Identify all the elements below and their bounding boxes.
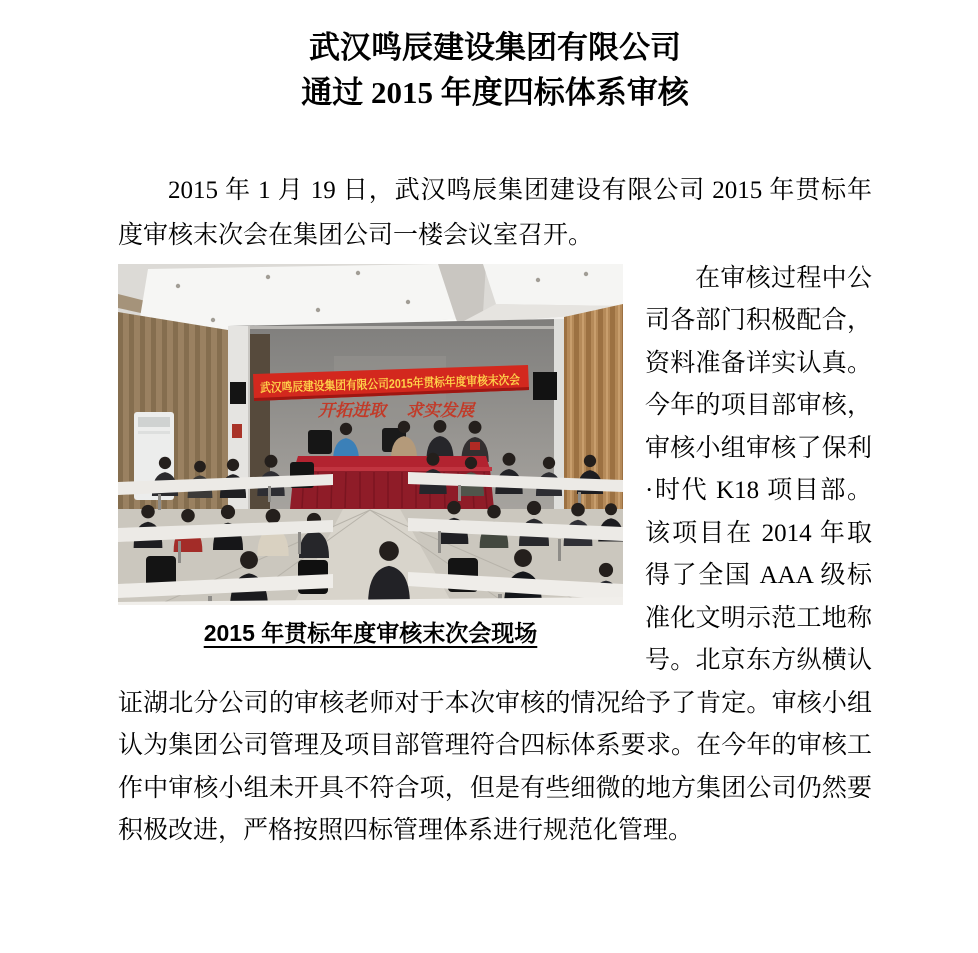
- paragraph-1: 2015 年 1 月 19 日，武汉鸣辰集团建设有限公司 2015 年贯标年度审核末次会在集团公司一楼会议室召开。: [118, 176, 872, 249]
- wall-slogan-left: 开拓进取: [318, 400, 386, 420]
- fire-sign: [232, 424, 242, 438]
- document: [118, 0, 872, 853]
- banner-text: 武汉鸣辰建设集团有限公司2015年贯标年度审核末次会: [259, 371, 564, 395]
- wall-slogan-right: 求实发展: [406, 400, 474, 420]
- speaker-right: [533, 372, 557, 400]
- photo-caption: 2015 年贯标年度审核末次会现场: [203, 619, 538, 646]
- document-title: [118, 26, 872, 116]
- meeting-photo: [118, 264, 623, 605]
- paragraph-2: 在审核过程中公司各部门积极配合，资料准备详实认真。今年的项目部审核，审核小组审核了保利·时代 K18 项目部。该项目在 2014 年取得了全国 AAA 级标准化文明示范工地称号。北京东方纵横认证湖北分公司的审核老师对于本次审核的情况给予了肯定。审核小组认为集团公司管理及项目部管理符合四标体系要求。在今年的审核工作中审核小组未开具不符合项，但是有些细微的地方集团公司仍然要积极改进，严格按照四标管理体系进行规范化管理。: [118, 264, 872, 845]
- meeting-photo-figure: [118, 264, 623, 648]
- speaker-left: [230, 382, 246, 404]
- title-line-2: 通过 2015 年度四标体系审核: [301, 74, 689, 110]
- title-line-1: 武汉鸣辰建设集团有限公司: [309, 30, 681, 65]
